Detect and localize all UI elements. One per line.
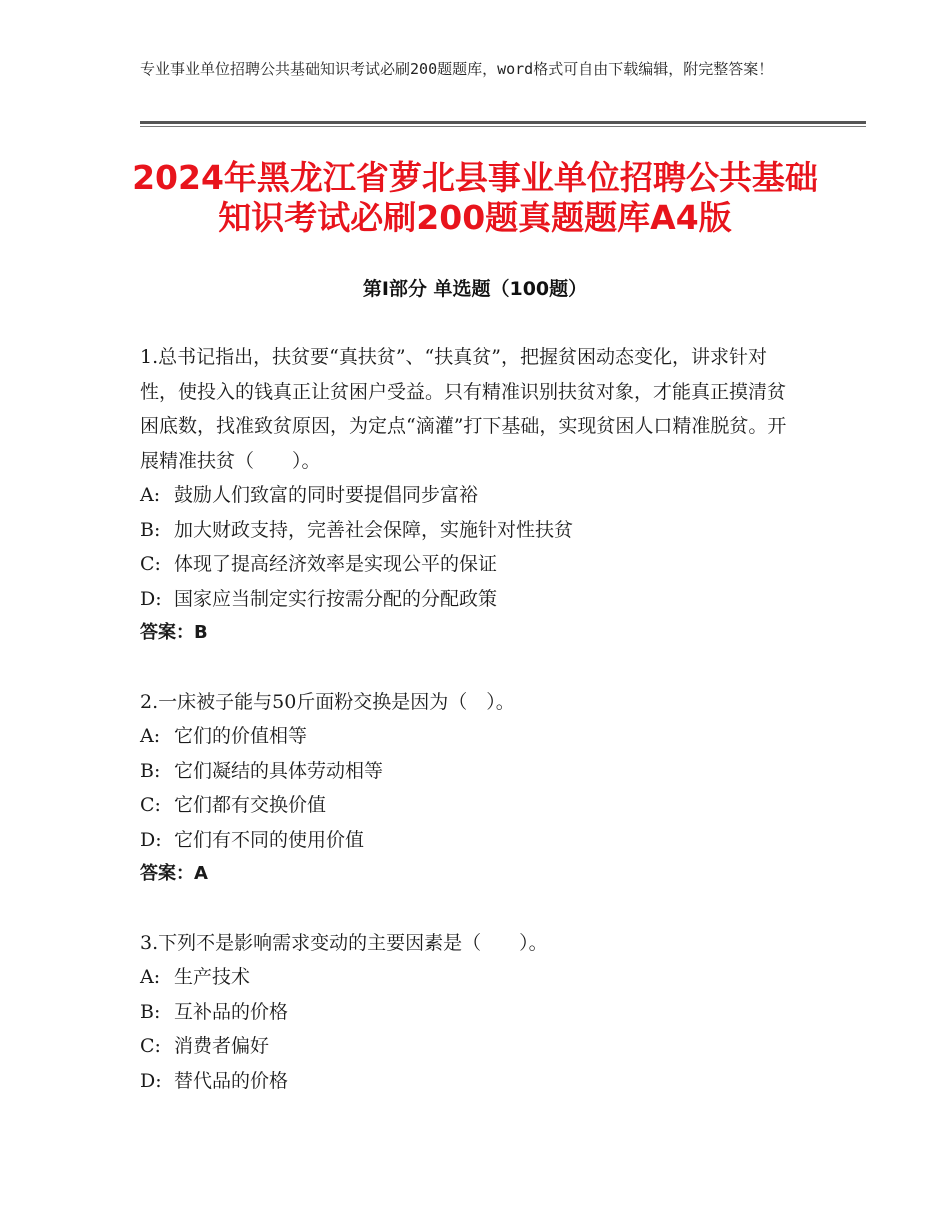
- option-text: 鼓励人们致富的同时要提倡同步富裕: [174, 484, 479, 506]
- option-key: A:: [140, 966, 161, 988]
- option-text: 互补品的价格: [174, 1000, 289, 1023]
- option-c: [140, 1029, 802, 1064]
- option-key: C:: [140, 553, 161, 575]
- option-key: D:: [140, 587, 162, 610]
- header-rule-thin: [140, 126, 866, 127]
- question-list: [140, 340, 802, 1132]
- answer-line: 答案：B: [140, 622, 208, 643]
- question-2: [140, 685, 802, 892]
- option-key: D:: [140, 1069, 162, 1092]
- section-title: 第Ⅰ部分 单选题（100题）: [362, 278, 588, 300]
- option-d: [140, 1064, 802, 1099]
- option-text: 它们都有交换价值: [174, 794, 327, 816]
- option-b: [140, 995, 802, 1030]
- option-d: [140, 582, 802, 617]
- option-b: [140, 513, 802, 548]
- option-text: 消费者偏好: [174, 1035, 270, 1057]
- option-key: B:: [140, 1000, 161, 1023]
- option-text: 替代品的价格: [174, 1069, 289, 1092]
- question-1: [140, 340, 802, 651]
- option-text: 国家应当制定实行按需分配的分配政策: [174, 587, 498, 610]
- header-note: 专业事业单位招聘公共基础知识考试必刷200题题库，word格式可自由下载编辑，附完整答案！: [140, 60, 774, 78]
- answer-line: 答案：A: [140, 863, 208, 884]
- option-a: [140, 960, 802, 995]
- option-c: [140, 547, 802, 582]
- header-rule-thick: [140, 121, 866, 124]
- option-text: 加大财政支持，完善社会保障，实施针对性扶贫: [174, 518, 574, 541]
- option-text: 它们凝结的具体劳动相等: [174, 759, 384, 782]
- question-stem: 1.总书记指出，扶贫要“真扶贫”、“扶真贫”，把握贫困动态变化，讲求针对性，使投入的钱真正让贫困户受益。只有精准识别扶贫对象，才能真正摸清贫困底数，找准致贫原因，为定点“滴灌”打下基础，实现贫困人口精准脱贫。开展精准扶贫（ ）。: [140, 346, 787, 472]
- option-text: 体现了提高经济效率是实现公平的保证: [174, 553, 498, 575]
- option-key: B:: [140, 759, 161, 782]
- question-3: [140, 926, 802, 1099]
- option-key: D:: [140, 828, 162, 851]
- option-d: [140, 823, 802, 858]
- option-a: [140, 719, 802, 754]
- option-key: B:: [140, 518, 161, 541]
- option-key: A:: [140, 484, 161, 506]
- document-title: 2024年黑龙江省萝北县事业单位招聘公共基础知识考试必刷200题真题题库A4版: [132, 158, 818, 237]
- option-key: C:: [140, 794, 161, 816]
- option-text: 它们有不同的使用价值: [174, 828, 365, 851]
- option-text: 它们的价值相等: [174, 725, 308, 747]
- option-text: 生产技术: [174, 966, 251, 988]
- question-stem: 3.下列不是影响需求变动的主要因素是（ ）。: [140, 931, 548, 954]
- option-key: A:: [140, 725, 161, 747]
- option-a: [140, 478, 802, 513]
- question-stem: 2.一床被子能与50斤面粉交换是因为（ ）。: [140, 690, 515, 713]
- option-key: C:: [140, 1035, 161, 1057]
- option-c: [140, 788, 802, 823]
- option-b: [140, 754, 802, 789]
